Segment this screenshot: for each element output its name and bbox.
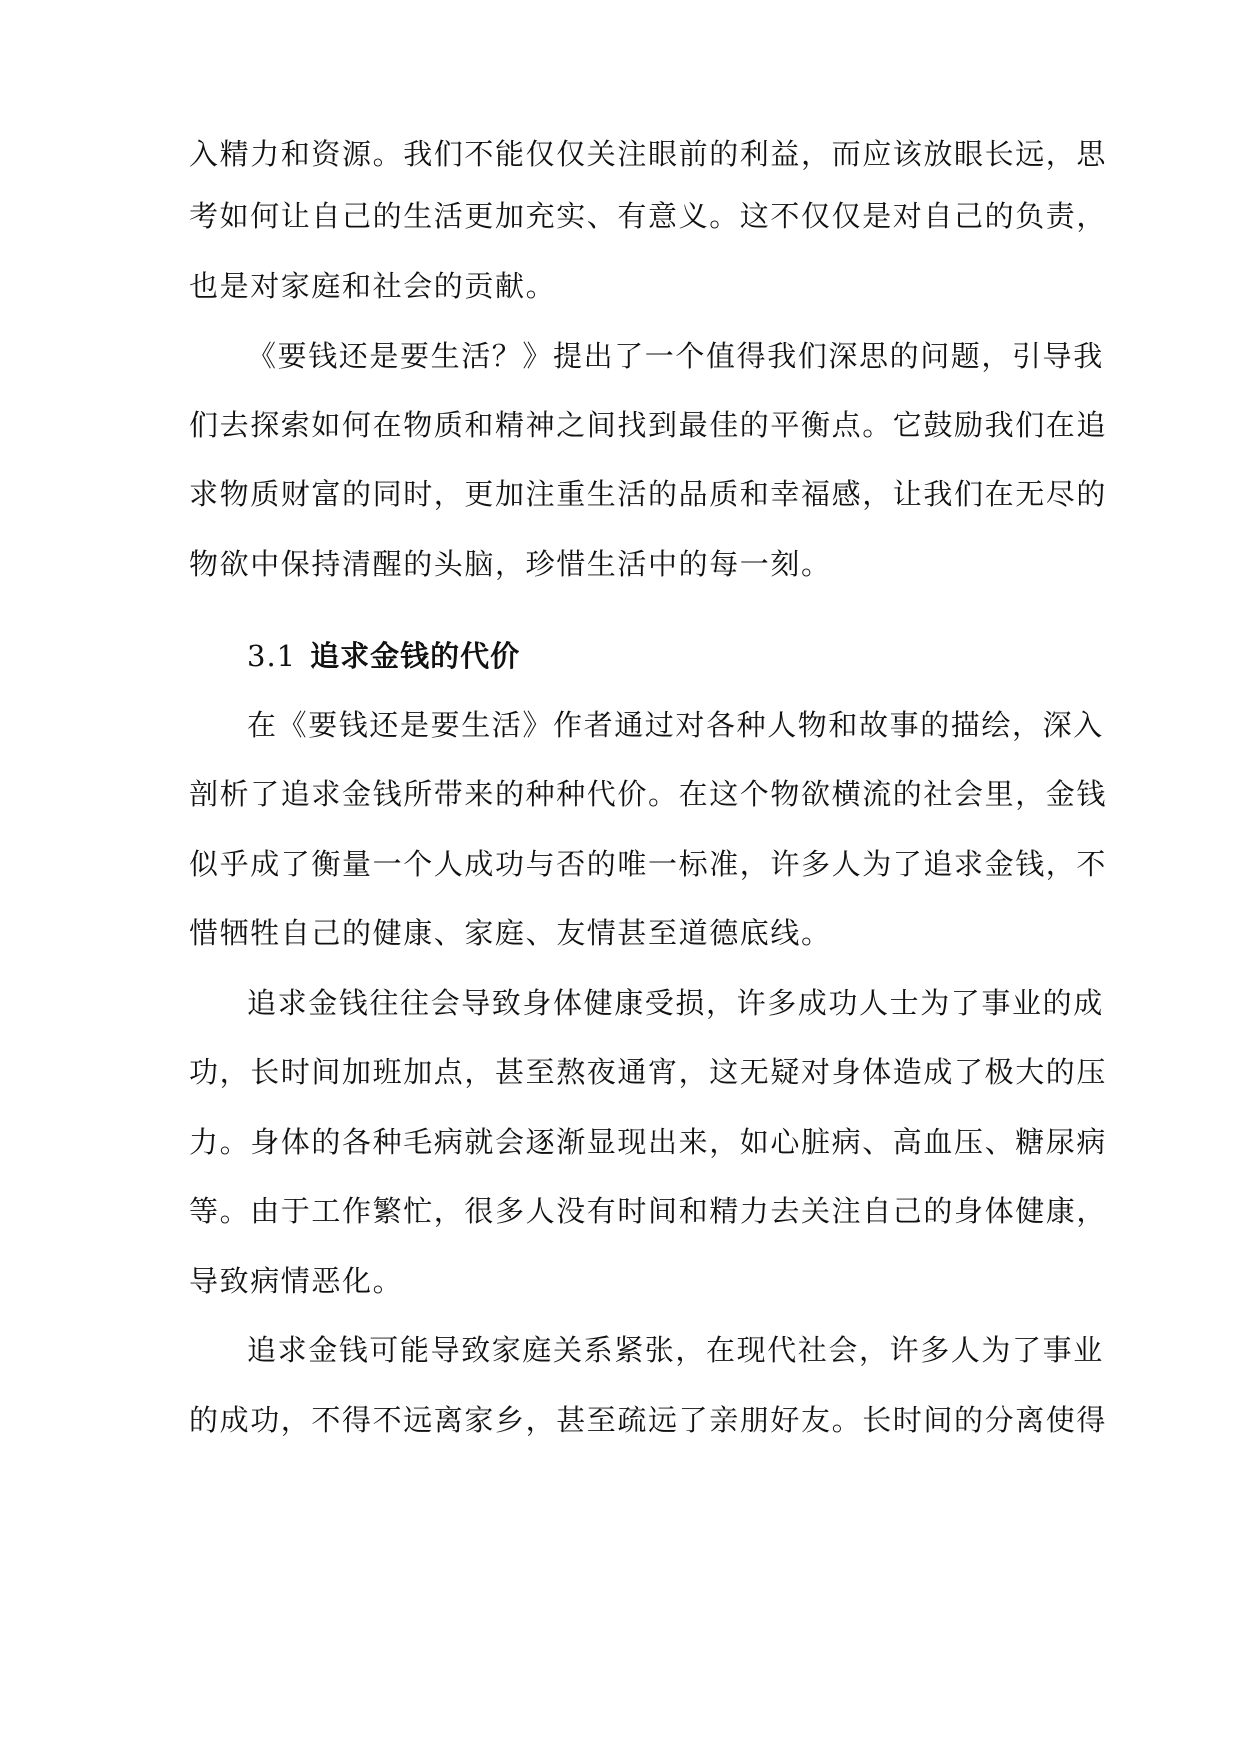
paragraph-4-line-2: 功，长时间加班加点，甚至熬夜通宵，这无疑对身体造成了极大的压	[189, 1055, 1108, 1089]
paragraph-5-line-2: 的成功，不得不远离家乡，甚至疏远了亲朋好友。长时间的分离使得	[189, 1403, 1108, 1437]
paragraph-4-line-3: 力。身体的各种毛病就会逐渐显现出来，如心脏病、高血压、糖尿病	[189, 1125, 1108, 1159]
paragraph-4-line-4: 等。由于工作繁忙，很多人没有时间和精力去关注自己的身体健康，	[189, 1194, 1108, 1228]
paragraph-5-line-1: 追求金钱可能导致家庭关系紧张，在现代社会，许多人为了事业	[247, 1333, 1104, 1367]
paragraph-1-line-1: 入精力和资源。我们不能仅仅关注眼前的利益，而应该放眼长远，思	[189, 137, 1108, 171]
paragraph-1-line-2: 考如何让自己的生活更加充实、有意义。这不仅仅是对自己的负责，	[189, 199, 1108, 233]
paragraph-2-line-2: 们去探索如何在物质和精神之间找到最佳的平衡点。它鼓励我们在追	[189, 408, 1108, 442]
section-heading	[247, 636, 520, 676]
paragraph-2-line-3: 求物质财富的同时，更加注重生活的品质和幸福感，让我们在无尽的	[189, 477, 1108, 511]
paragraph-2-line-1: 《要钱还是要生活？》提出了一个值得我们深思的问题，引导我	[247, 339, 1104, 373]
section-number: 3.1	[247, 639, 297, 673]
section-title: 追求金钱的代价	[310, 639, 521, 673]
paragraph-4-line-5: 导致病情恶化。	[189, 1264, 404, 1298]
paragraph-3-line-3: 似乎成了衡量一个人成功与否的唯一标准，许多人为了追求金钱，不	[189, 847, 1108, 881]
paragraph-3-line-4: 惜牺牲自己的健康、家庭、友情甚至道德底线。	[189, 916, 832, 950]
paragraph-3-line-2: 剖析了追求金钱所带来的种种代价。在这个物欲横流的社会里，金钱	[189, 777, 1108, 811]
paragraph-1-line-3: 也是对家庭和社会的贡献。	[189, 269, 557, 303]
paragraph-4-line-1: 追求金钱往往会导致身体健康受损，许多成功人士为了事业的成	[247, 986, 1104, 1020]
paragraph-3-line-1: 在《要钱还是要生活》作者通过对各种人物和故事的描绘，深入	[247, 708, 1104, 742]
paragraph-2-line-4: 物欲中保持清醒的头脑，珍惜生活中的每一刻。	[189, 547, 832, 581]
